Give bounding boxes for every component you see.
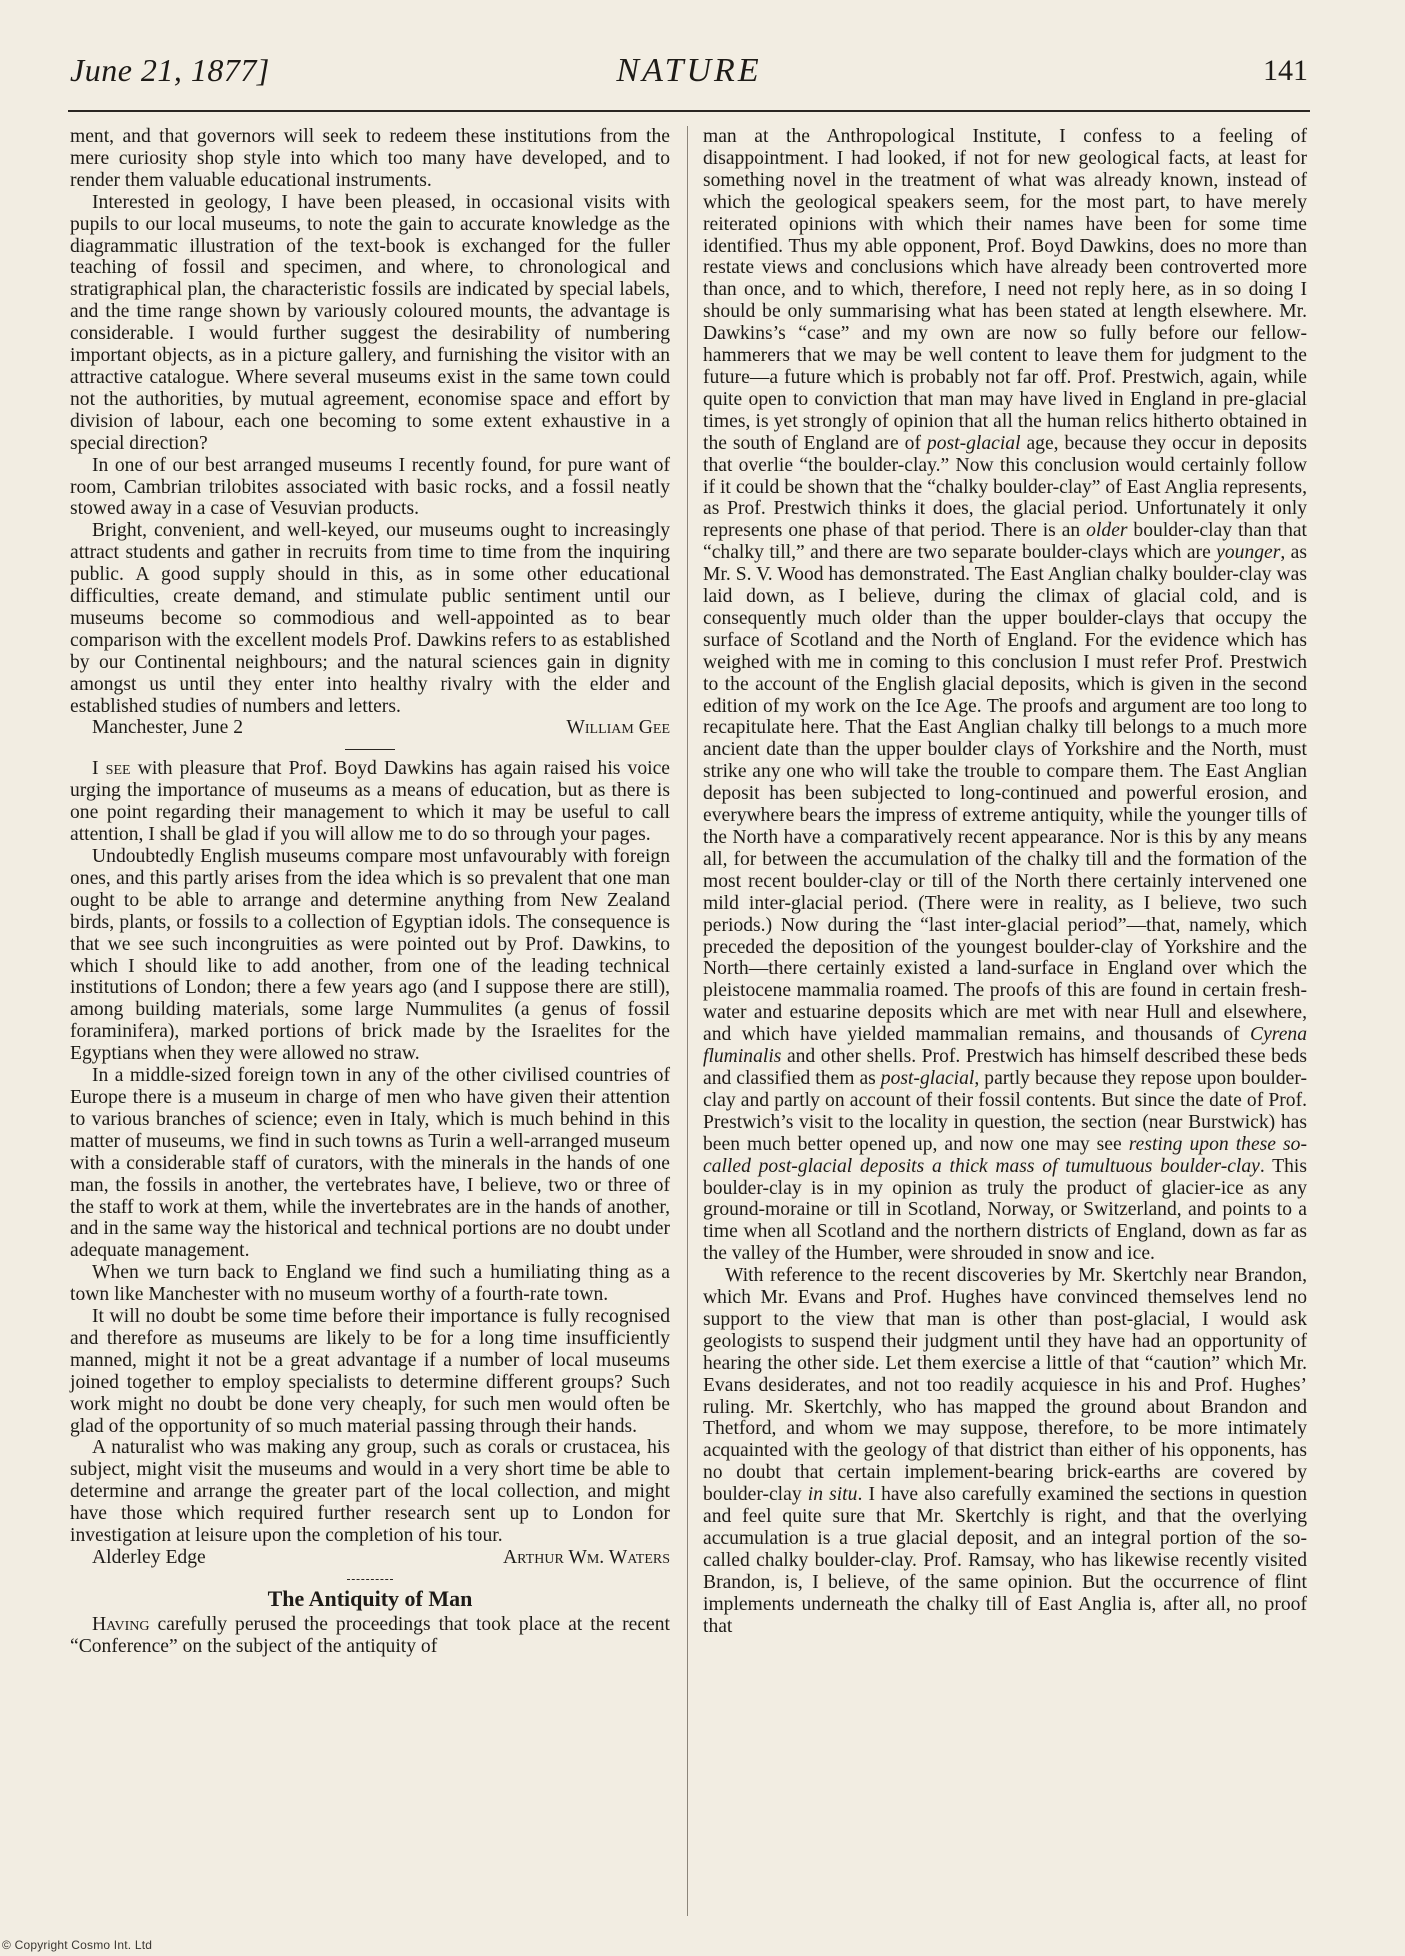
letter2-lead-words: I see [92, 758, 131, 780]
left-column [70, 126, 670, 1658]
journal-title: NATURE [616, 52, 762, 89]
letter1-place-date: Manchester, June 2 [92, 717, 244, 739]
letter1-signature-line [70, 717, 670, 739]
letter2-paragraph: Undoubtedly English museums compare most unfavourably with foreign ones, and this partly arises from the idea which is so prevalent that one man ought to be able to arrange and determine anything from New Zealand birds, plants, or fossils to a collection of Egyptian idols. The consequence is that we see such incongruities as were pointed out by Prof. Dawkins, to which I should like to add another, from one of the leading technical institutions of London; there a few years ago (and I suppose there are still), among building materials, some large Nummulites (a genus of fossil foraminifera), marked portions of brick made by the Israelites for the Egyptians when they were allowed no straw. [70, 846, 670, 1065]
page-header [70, 52, 1308, 104]
letter1-paragraph: ment, and that governors will seek to redeem these institutions from the mere curiosity shop style into which too many have developed, and to render them valuable educational instruments. [70, 126, 670, 191]
letter1-paragraph: Interested in geology, I have been pleased, in occasional visits with pupils to our local museums, to note the gain to accurate knowledge as the diagrammatic illustration of the text-book is exchanged for the fuller teaching of fossil and specimen, and where, to chronological and stratigraphical plan, the characteristic fossils are indicated by special labels, and the time range shown by variously coloured mounts, the advantage is considerable. I would further suggest the desirability of numbering important objects, as in a picture gallery, and furnishing the visitor with an attractive catalogue. Where several museums exist in the same town could not the authorities, by mutual agreement, economise space and effort by division of labour, each one becoming to some extent exhaustive in a special direction? [70, 191, 670, 454]
column-divider [687, 126, 688, 1916]
antiquity-paragraph: With reference to the recent discoveries by Mr. Skertchly near Brandon, which Mr. Evans and Prof. Hughes have convinced themselves lend no support to the view that man is other than post-glacial, I would ask geologists to suspend their judgment until they have had an opportunity of hearing the other side. Let them exercise a little of that “caution” which Mr. Evans desiderates, and not too readily acquiesce in his and Prof. Hughes’ ruling. Mr. Skertchly, who has mapped the ground about Brandon and Thetford, and whom we may suppose, therefore, to be more intimately acquainted with the geology of that district than either of his opponents, has no doubt that certain implement-bearing brick-earths are covered by boulder-clay in situ. I have also carefully examined the sections in question and feel quite sure that Mr. Skertchly is right, and that the overlying accumulation is a true glacial deposit, and an integral portion of the so-called chalky boulder-clay. Prof. Ramsay, who has likewise recently visited Brandon, is, I believe, of the same opinion. But the occurrence of flint implements underneath the chalky till of East Anglia is, after all, no proof that [703, 1265, 1308, 1637]
antiquity-lead-word: Having [92, 1613, 150, 1635]
letter2-paragraph: In a middle-sized foreign town in any of the other civilised countries of Europe there is a museum in charge of men who have given their attention to various branches of science; even in Italy, which is much behind in this matter of museums, we find in such towns as Turin a well-arranged museum with a considerable staff of curators, with the minerals in the hands of one man, the fossils in another, the vertebrates have, I believe, two or three of the staff to work at them, while the invertebrates are in the hands of another, and in the same way the historical and technical portions are no doubt under adequate management. [70, 1065, 670, 1262]
page-number: 141 [1263, 54, 1308, 87]
header-rule [68, 110, 1310, 112]
right-column [703, 126, 1307, 1638]
letter1-paragraph: Bright, convenient, and well-keyed, our museums ought to increasingly attract students and gather in recruits from time to time from the inquiring public. A good supply should in this, as in some other educational difficulties, create demand, and stimulate public sentiment until our museums become so commodious and well-appointed as to bear comparison with the excellent models Prof. Dawkins refers to as established by our Continental neighbours; and the natural sciences gain in dignity amongst us until they enter into healthy rivalry with the elder and established studies of numbers and letters. [70, 520, 670, 717]
antiquity-continued-paragraph: man at the Anthropological Institute, I confess to a feeling of disappointment. I had looked, if not for new geological facts, at least for something novel in the treatment of what was already known, instead of which the geological speakers seem, for the most part, to have merely reiterated opinions with which their names have been for some time identified. Thus my able opponent, Prof. Boyd Dawkins, does no more than restate views and conclusions which have already been controverted more than once, and to which, therefore, I need not reply here, as in so doing I should be only summarising what has been stated at length elsewhere. Mr. Dawkins’s “case” and my own are now so fully before our fellow-hammerers that we may be well content to leave them for judgment to the future—a future which is probably not far off. Prof. Prestwich, again, while quite open to conviction that man may have lived in England in pre-glacial times, is yet strongly of opinion that all the human relics hitherto obtained in the south of England are of post-glacial age, because they occur in deposits that overlie “the boulder-clay.” Now this conclusion would certainly follow if it could be shown that the “chalky boulder-clay” of East Anglia represents, as Prof. Prestwich thinks it does, the glacial period. Unfortunately it only represents one phase of that period. There is an older boulder-clay than that “chalky till,” and there are two separate boulder-clays which are younger, as Mr. S. V. Wood has demonstrated. The East Anglian chalky boulder-clay was laid down, as I believe, during the climax of glacial cold, and is consequently much older than the upper boulder-clays that occupy the surface of Scotland and the North of England. For the evidence which has weighed with me in coming to this conclusion I must refer Prof. Prestwich to the account of the English glacial deposits, which is given in the second edition of my work on the Ice Age. The proofs and argument are too long to recapitulate here. That the East Anglian chalky till belongs to a much more ancient date than the upper boulder clays of Yorkshire and the North, must strike any one who will take the trouble to compare them. The East Anglian deposit has been subjected to long-continued and powerful erosion, and everywhere bears the impress of extreme antiquity, while the younger tills of the North have a comparatively recent appearance. Nor is this by any means all, for between the accumulation of the chalky till and the formation of the most recent boulder-clay or till of the North there certainly intervened one mild inter-glacial period. (There were in reality, as I believe, two such periods.) Now during the “last inter-glacial period”—that, namely, which preceded the deposition of the youngest boulder-clay of Yorkshire and the North—there certainly existed a land-surface in England over which the pleistocene mammalia roamed. The proofs of this are found in certain fresh-water and estuarine deposits which are met with near Hull and elsewhere, and which have yielded mammalian remains, and thousands of Cyrena fluminalis and other shells. Prof. Prestwich has himself described these beds and classified them as post-glacial, partly because they repose upon boulder-clay and partly on account of their fossil contents. But since the date of Prof. Prestwich’s visit to the locality in question, the section (near Burstwick) has been much better opened up, and now one may see resting upon these so-called post-glacial deposits a thick mass of tumultuous boulder-clay. This boulder-clay is in my opinion as truly the product of glacier-ice as any ground-moraine or till in Scotland, Norway, or Switzerland, and points to a time when all Scotland and the northern districts of England, down as far as the valley of the Humber, were shrouded in snow and ice. [703, 126, 1308, 1265]
letter2-paragraph: A naturalist who was making any group, such as corals or crustacea, his subject, might visit the museums and would in a very short time be able to determine and arrange the greater part of the local collection, and might have those which required further research sent up to London for investigation at leisure upon the completion of his tour. Arthur Wm. Waters [70, 1437, 670, 1568]
letter1-signature: William Gee [566, 717, 670, 739]
letter2-paragraph: I see with pleasure that Prof. Boyd Dawkins has again raised his voice urging the importance of museums as a means of education, but as there is one point regarding their management to which it may be useful to call attention, I shall be glad if you will allow me to do so through your pages. [70, 758, 670, 846]
section-heading: The Antiquity of Man [267, 1585, 473, 1611]
antiquity-paragraph: Having carefully perused the proceedings that took place at the recent “Conference” on the subject of the antiquity of [70, 1613, 670, 1657]
letter2-paragraph: When we turn back to England we find such a humiliating thing as a town like Manchester with no museum worthy of a fourth-rate town. [70, 1262, 670, 1306]
letter-separator-rule [345, 749, 395, 750]
section-separator-rule [347, 1579, 393, 1580]
letter2-paragraph: It will no doubt be some time before their importance is fully recognised and therefore as museums are likely to be for a long time insufficiently manned, might it not be a great advantage if a number of local museums joined together to employ specialists to determine different groups? Such work might no doubt be done very cheaply, for such men would often be glad of the opportunity of so much material passing through their hands. [70, 1306, 670, 1437]
letter1-paragraph: In one of our best arranged museums I recently found, for pure want of room, Cambrian trilobites associated with basic rocks, and a fossil neatly stowed away in a case of Vesuvian products. [70, 454, 670, 520]
copyright-watermark: © Copyright Cosmo Int. Ltd [2, 1938, 153, 1952]
letter2-signature: Arthur Wm. Waters [503, 1547, 670, 1568]
letter2-place: Alderley Edge [92, 1547, 206, 1568]
header-date: June 21, 1877] [70, 52, 270, 88]
